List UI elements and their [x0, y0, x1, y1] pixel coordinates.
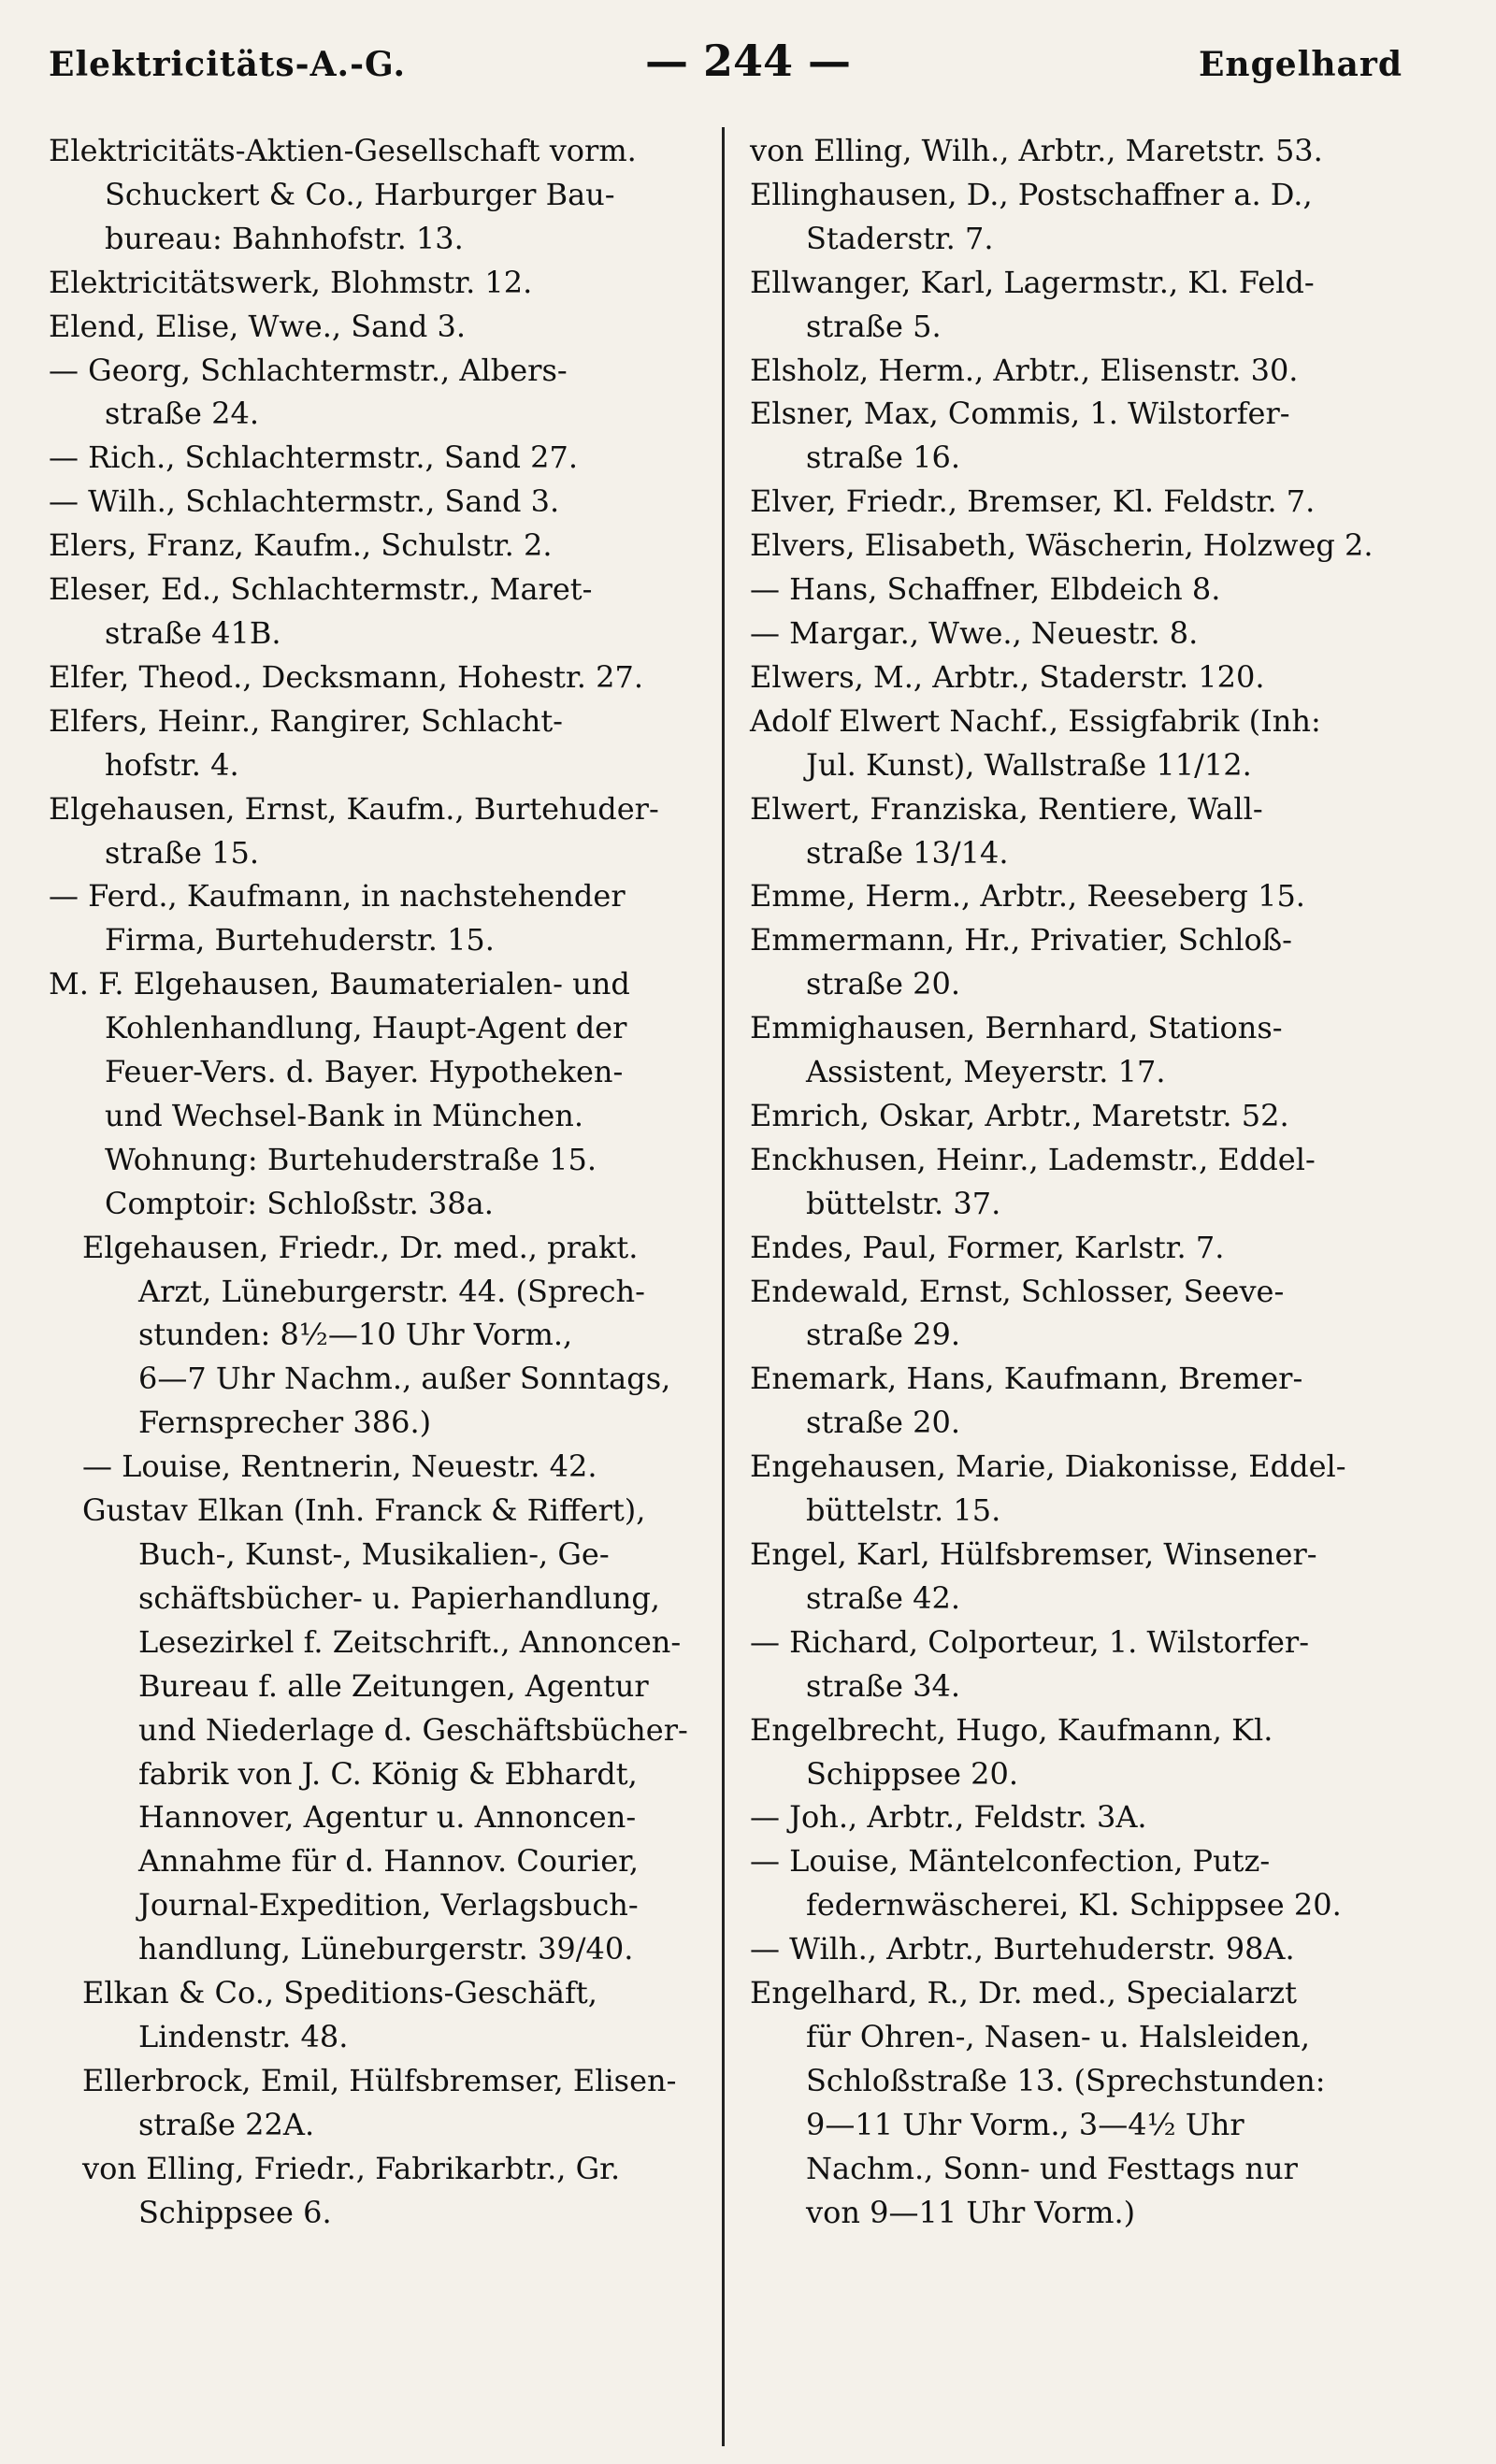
- running-header-left: Elektricitäts-A.-G.: [49, 45, 407, 84]
- entry-line: Elsner, Max, Commis, 1. Wilstorfer-: [750, 396, 1290, 432]
- entry-line: und Niederlage d. Geschäftsbücher-: [138, 1711, 688, 1748]
- entry-line: 9—11 Uhr Vorm., 3—4½ Uhr: [806, 2106, 1244, 2142]
- entry-line: Enckhusen, Heinr., Lademstr., Eddel-: [750, 1141, 1316, 1177]
- entry-line: Lindenstr. 48.: [138, 2018, 349, 2054]
- entry-line: Emmermann, Hr., Privatier, Schloß-: [750, 922, 1292, 958]
- directory-entry: [49, 129, 717, 261]
- directory-entry: [750, 261, 1432, 349]
- entry-line: Feuer-Vers. d. Bayer. Hypotheken-: [105, 1054, 624, 1090]
- directory-entry: [750, 1795, 1432, 1839]
- directory-entry: [750, 1533, 1432, 1621]
- directory-entry: [49, 480, 717, 524]
- directory-entry: [750, 1927, 1432, 1971]
- directory-entry: [49, 524, 717, 568]
- directory-entry: [49, 568, 717, 656]
- directory-entry: [49, 787, 717, 875]
- directory-entry: [49, 656, 717, 699]
- entry-line: straße 29.: [806, 1317, 961, 1353]
- entry-line: Fernsprecher 386.): [138, 1405, 432, 1441]
- directory-entry: [750, 1621, 1432, 1708]
- directory-entry: [49, 962, 717, 1225]
- entry-line: Enemark, Hans, Kaufmann, Bremer-: [750, 1361, 1303, 1397]
- entry-line: Elfer, Theod., Decksmann, Hohestr. 27.: [49, 658, 643, 695]
- entry-line: bureau: Bahnhofstr. 13.: [105, 220, 464, 256]
- entry-line: Lesezirkel f. Zeitschrift., Annoncen-: [138, 1623, 682, 1660]
- directory-entry: [750, 568, 1432, 612]
- entry-line: Hannover, Agentur u. Annoncen-: [138, 1799, 637, 1836]
- entry-line: Elektricitätswerk, Blohmstr. 12.: [49, 264, 533, 300]
- entry-line: straße 16.: [806, 439, 961, 476]
- entry-line: — Joh., Arbtr., Feldstr. 3A.: [750, 1799, 1147, 1836]
- entry-line: und Wechsel-Bank in München.: [105, 1097, 584, 1133]
- directory-entry: [750, 656, 1432, 699]
- entry-line: Elend, Elise, Wwe., Sand 3.: [49, 308, 467, 344]
- entry-line: Endes, Paul, Former, Karlstr. 7.: [750, 1229, 1225, 1265]
- entry-line: von 9—11 Uhr Vorm.): [806, 2194, 1136, 2230]
- directory-entry: [750, 1357, 1432, 1445]
- entry-line: — Ferd., Kaufmann, in nachstehender: [49, 878, 626, 915]
- directory-entry: [750, 392, 1432, 480]
- entry-line: Arzt, Lüneburgerstr. 44. (Sprech-: [138, 1273, 645, 1309]
- directory-entry: [750, 1445, 1432, 1533]
- entry-line: straße 41B.: [105, 614, 281, 651]
- entry-line: büttelstr. 37.: [806, 1185, 1001, 1221]
- entry-line: von Elling, Friedr., Fabrikarbtr., Gr.: [82, 2150, 621, 2186]
- entry-line: straße 42.: [806, 1579, 961, 1616]
- entry-line: Wohnung: Burtehuderstraße 15.: [105, 1141, 597, 1177]
- directory-entry: [750, 524, 1432, 568]
- entry-line: straße 20.: [806, 1405, 961, 1441]
- entry-line: Elfers, Heinr., Rangirer, Schlacht-: [49, 702, 563, 739]
- entry-line: Elgehausen, Ernst, Kaufm., Burtehuder-: [49, 790, 659, 827]
- directory-entry: [750, 1708, 1432, 1796]
- directory-entry: [750, 349, 1432, 393]
- entry-line: Ellerbrock, Emil, Hülfsbremser, Elisen-: [82, 2062, 677, 2098]
- directory-entry: [49, 1489, 717, 1971]
- entry-line: Endewald, Ernst, Schlosser, Seeve-: [750, 1273, 1285, 1309]
- directory-entry: [750, 1971, 1432, 2234]
- entry-line: Elkan & Co., Speditions-Geschäft,: [82, 1975, 597, 2011]
- entry-line: büttelstr. 15.: [806, 1492, 1001, 1529]
- directory-entry: [49, 1445, 717, 1489]
- directory-entry: [49, 261, 717, 305]
- entry-line: — Hans, Schaffner, Elbdeich 8.: [750, 571, 1221, 608]
- directory-entry: [49, 1226, 717, 1446]
- entry-line: hofstr. 4.: [105, 746, 239, 783]
- entry-line: — Louise, Rentnerin, Neuestr. 42.: [82, 1448, 597, 1485]
- entry-line: Emrich, Oskar, Arbtr., Maretstr. 52.: [750, 1097, 1289, 1133]
- entry-line: straße 15.: [105, 834, 260, 871]
- directory-entry: [49, 2147, 717, 2235]
- entry-line: — Wilh., Schlachtermstr., Sand 3.: [49, 483, 560, 520]
- entry-line: Ellinghausen, D., Postschaffner a. D.,: [750, 176, 1313, 212]
- entry-line: Elers, Franz, Kaufm., Schulstr. 2.: [49, 527, 553, 564]
- directory-entry: [49, 1971, 717, 2059]
- entry-line: von Elling, Wilh., Arbtr., Maretstr. 53.: [750, 133, 1323, 168]
- entry-line: M. F. Elgehausen, Baumaterialen- und: [49, 966, 630, 1002]
- entry-line: fabrik von J. C. König & Ebhardt,: [138, 1755, 638, 1792]
- directory-entry: [750, 1006, 1432, 1094]
- entry-line: Elvers, Elisabeth, Wäscherin, Holzweg 2.: [750, 527, 1374, 564]
- directory-entry: [750, 874, 1432, 918]
- entry-line: straße 5.: [806, 308, 942, 344]
- entry-line: Buch-, Kunst-, Musikalien-, Ge-: [138, 1536, 610, 1572]
- entry-line: stunden: 8½—10 Uhr Vorm.,: [138, 1317, 573, 1353]
- entry-line: — Georg, Schlachtermstr., Albers-: [49, 352, 568, 388]
- directory-entry: [750, 1270, 1432, 1358]
- entry-line: Eleser, Ed., Schlachtermstr., Maret-: [49, 571, 593, 608]
- entry-line: Elwert, Franziska, Rentiere, Wall-: [750, 790, 1263, 827]
- column-divider: [722, 127, 725, 2446]
- directory-entry: [750, 787, 1432, 875]
- entry-line: straße 24.: [105, 396, 260, 432]
- directory-entry: [750, 918, 1432, 1006]
- entry-line: handlung, Lüneburgerstr. 39/40.: [138, 1931, 634, 1967]
- entry-line: für Ohren-, Nasen- u. Halsleiden,: [806, 2018, 1310, 2054]
- entry-line: Engehausen, Marie, Diakonisse, Eddel-: [750, 1448, 1346, 1485]
- entry-line: Nachm., Sonn- und Festtags nur: [806, 2150, 1298, 2186]
- entry-line: Elektricitäts-Aktien-Gesellschaft vorm.: [49, 133, 637, 168]
- entry-line: Journal-Expedition, Verlagsbuch-: [138, 1887, 639, 1924]
- right-column: [750, 129, 1432, 2235]
- entry-line: straße 22A.: [138, 2106, 315, 2142]
- entry-line: Schloßstraße 13. (Sprechstunden:: [806, 2062, 1326, 2098]
- entry-line: Engel, Karl, Hülfsbremser, Winsener-: [750, 1536, 1317, 1572]
- entry-line: federnwäscherei, Kl. Schippsee 20.: [806, 1887, 1342, 1924]
- directory-entry: [750, 480, 1432, 524]
- directory-entry: [49, 436, 717, 480]
- entry-line: Schuckert & Co., Harburger Bau-: [105, 176, 615, 212]
- directory-entry: [750, 1138, 1432, 1226]
- entry-line: Emme, Herm., Arbtr., Reeseberg 15.: [750, 878, 1305, 915]
- entry-line: straße 13/14.: [806, 834, 1009, 871]
- entry-line: 6—7 Uhr Nachm., außer Sonntags,: [138, 1361, 671, 1397]
- directory-entry: [49, 349, 717, 437]
- running-header-right: Engelhard: [1198, 45, 1402, 84]
- page-number: — 244 —: [644, 36, 852, 86]
- entry-line: — Rich., Schlachtermstr., Sand 27.: [49, 439, 579, 476]
- left-column: [49, 129, 717, 2235]
- entry-line: Bureau f. alle Zeitungen, Agentur: [138, 1667, 649, 1704]
- entry-line: — Louise, Mäntelconfection, Putz-: [750, 1843, 1271, 1880]
- entry-line: — Margar., Wwe., Neuestr. 8.: [750, 614, 1199, 651]
- entry-line: Assistent, Meyerstr. 17.: [806, 1054, 1166, 1090]
- entry-line: Elwers, M., Arbtr., Staderstr. 120.: [750, 658, 1265, 695]
- entry-line: Gustav Elkan (Inh. Franck & Riffert),: [82, 1492, 646, 1529]
- directory-entry: [750, 699, 1432, 787]
- entry-line: Staderstr. 7.: [806, 220, 994, 256]
- directory-entry: [750, 612, 1432, 656]
- directory-entry: [750, 1226, 1432, 1270]
- directory-entry: [750, 173, 1432, 261]
- directory-entry: [49, 2059, 717, 2147]
- entry-line: — Wilh., Arbtr., Burtehuderstr. 98A.: [750, 1931, 1295, 1967]
- entry-line: Elver, Friedr., Bremser, Kl. Feldstr. 7.: [750, 483, 1316, 520]
- entry-line: Ellwanger, Karl, Lagermstr., Kl. Feld-: [750, 264, 1315, 300]
- directory-entry: [750, 129, 1432, 173]
- entry-line: straße 20.: [806, 966, 961, 1002]
- entry-line: Emmighausen, Bernhard, Stations-: [750, 1010, 1283, 1046]
- entry-line: Adolf Elwert Nachf., Essigfabrik (Inh:: [750, 702, 1321, 739]
- entry-line: straße 34.: [806, 1667, 961, 1704]
- entry-line: Schippsee 6.: [138, 2194, 332, 2230]
- entry-line: Schippsee 20.: [806, 1755, 1019, 1792]
- entry-line: Elgehausen, Friedr., Dr. med., prakt.: [82, 1229, 639, 1265]
- entry-line: Comptoir: Schloßstr. 38a.: [105, 1185, 494, 1221]
- entry-line: Engelbrecht, Hugo, Kaufmann, Kl.: [750, 1711, 1273, 1748]
- directory-entry: [750, 1839, 1432, 1927]
- entry-line: Kohlenhandlung, Haupt-Agent der: [105, 1010, 627, 1046]
- directory-entry: [750, 1094, 1432, 1138]
- entry-line: — Richard, Colporteur, 1. Wilstorfer-: [750, 1623, 1310, 1660]
- entry-line: Engelhard, R., Dr. med., Specialarzt: [750, 1975, 1298, 2011]
- directory-entry: [49, 305, 717, 349]
- entry-line: schäftsbücher- u. Papierhandlung,: [138, 1579, 660, 1616]
- directory-entry: [49, 699, 717, 787]
- entry-line: Annahme für d. Hannov. Courier,: [138, 1843, 640, 1880]
- entry-line: Firma, Burtehuderstr. 15.: [105, 922, 495, 958]
- entry-line: Jul. Kunst), Wallstraße 11/12.: [806, 746, 1252, 783]
- entry-line: Elsholz, Herm., Arbtr., Elisenstr. 30.: [750, 352, 1299, 388]
- directory-entry: [49, 874, 717, 962]
